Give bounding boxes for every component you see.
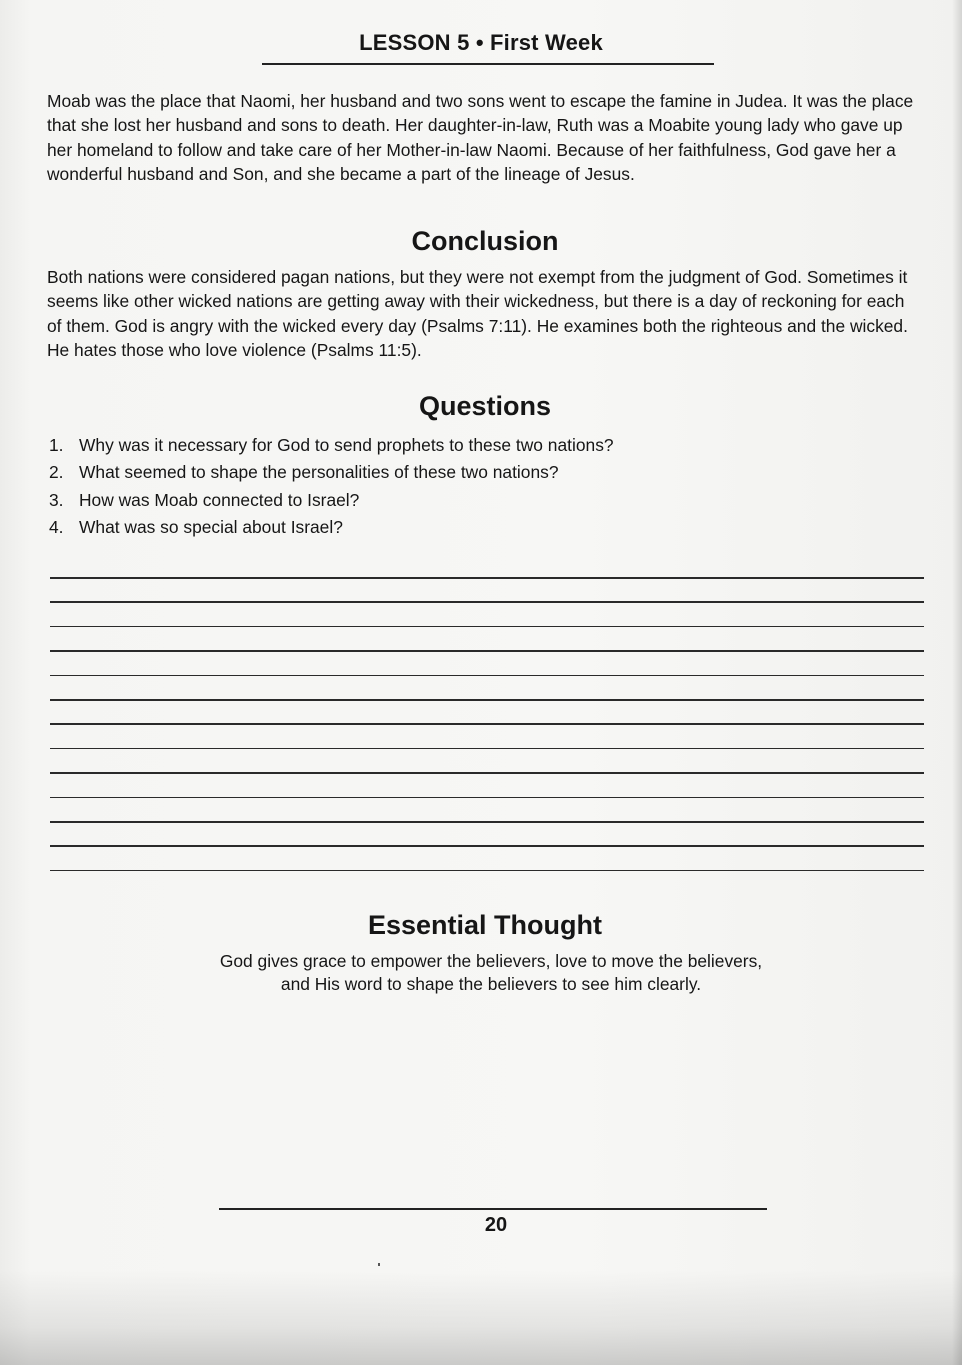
- header-rule: [262, 63, 714, 65]
- page-number: 20: [484, 1214, 508, 1236]
- lesson-header: LESSON 5 • First Week: [359, 30, 603, 55]
- answer-line[interactable]: [50, 748, 924, 750]
- answer-line[interactable]: [50, 650, 924, 652]
- question-number: 1.: [49, 435, 64, 455]
- footer-rule: [219, 1208, 767, 1210]
- question-text: What seemed to shape the personalities of these two nations?: [79, 462, 559, 483]
- question-item: [49, 514, 614, 541]
- question-number: 2.: [49, 462, 64, 483]
- question-item: [49, 487, 614, 514]
- page-bottom-shadow: [0, 1270, 962, 1365]
- question-text: How was Moab connected to Israel?: [79, 489, 360, 510]
- question-item: [49, 432, 614, 459]
- answer-line[interactable]: [50, 601, 924, 603]
- essential-thought-line-2: and His word to shape the believers to see him clearly.: [280, 974, 702, 994]
- essential-thought-heading: Essential Thought: [367, 910, 602, 940]
- answer-line[interactable]: [50, 772, 924, 774]
- answer-line[interactable]: [50, 675, 924, 677]
- conclusion-paragraph: Both nations were considered pagan nations, but they were not exempt from the judgment of God. Sometimes it seems like other wicked nations are getting away with their wickedness, but there is a day of reckoning for each of them. God is angry with the wicked every day (Psalms 7:11). He examines both the righteous and the wicked. He hates those who love violence (Psalms 11:5).: [47, 267, 908, 360]
- answer-line[interactable]: [50, 870, 924, 872]
- essential-thought-line-1: God gives grace to empower the believers, love to move the believers,: [219, 951, 763, 971]
- essential-thought-text: [0, 950, 962, 996]
- dust-speck: [378, 1263, 380, 1266]
- questions-list: [49, 432, 614, 541]
- answer-line[interactable]: [50, 626, 924, 628]
- intro-paragraph: Moab was the place that Naomi, her husband and two sons went to escape the famine in Judea. It was the place that she lost her husband and sons to death. Her daughter-in-law, Ruth was a Moabite young lady who gave up her homeland to follow and take care of her Mother-in-law Naomi. Because of her faithfulness, God gave her a wonderful husband and Son, and she became a part of the lineage of Jesus.: [47, 91, 914, 184]
- question-item: [49, 459, 614, 486]
- question-text: What was so special about Israel?: [79, 516, 343, 537]
- question-number: 4.: [49, 516, 64, 537]
- page-edge-shadow: [952, 0, 962, 1365]
- answer-line[interactable]: [50, 821, 924, 823]
- answer-line[interactable]: [50, 723, 924, 725]
- question-number: 3.: [49, 489, 64, 510]
- answer-line[interactable]: [50, 577, 924, 579]
- answer-line[interactable]: [50, 699, 924, 701]
- questions-heading: Questions: [418, 391, 552, 421]
- conclusion-heading: Conclusion: [411, 226, 559, 256]
- answer-line[interactable]: [50, 845, 924, 847]
- answer-lines: [50, 577, 924, 894]
- question-text: Why was it necessary for God to send prophets to these two nations?: [79, 435, 614, 455]
- answer-line[interactable]: [50, 797, 924, 799]
